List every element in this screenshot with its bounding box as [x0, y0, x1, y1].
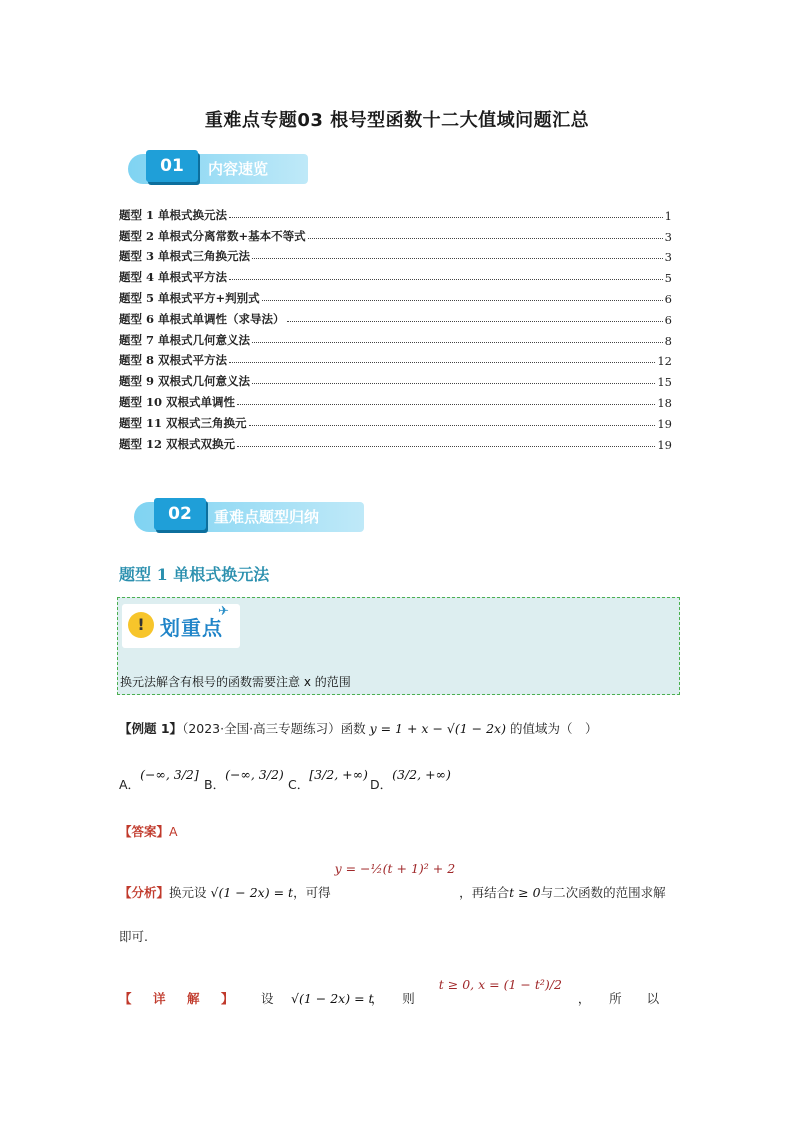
section-label: 内容速览 [208, 160, 269, 178]
toc-item[interactable] [119, 327, 672, 348]
option-a: A．(−∞, 3/2] [119, 767, 199, 792]
toc-leader-dots [229, 362, 655, 363]
section-banner-contents [128, 150, 310, 188]
toc-item[interactable] [119, 285, 672, 306]
toc-leader-dots [237, 446, 655, 447]
toc-item-title: 题型 7 单根式几何意义法 [119, 332, 251, 347]
toc-item[interactable] [119, 306, 672, 327]
toc-item-page: 6 [664, 291, 672, 306]
toc-item-title: 题型 8 双根式平方法 [119, 353, 228, 368]
answer-line [119, 822, 178, 840]
toc-item-title: 题型 1 单根式换元法 [119, 207, 228, 222]
answer-label: 【答案】 [119, 824, 170, 839]
example-suffix: 的值域为（ ） [509, 721, 598, 736]
toc-item-page: 5 [664, 271, 672, 286]
toc-item[interactable] [119, 348, 672, 369]
section-number: 01 [146, 150, 198, 182]
section-number: 02 [154, 498, 206, 530]
toc-item-page: 1 [664, 208, 672, 223]
answer-value: A [169, 824, 178, 839]
toc-item-title: 题型 3 单根式三角换元法 [119, 249, 251, 264]
toc-item-title: 题型 12 双根式双换元 [119, 436, 236, 451]
toc-item-page: 8 [664, 333, 672, 348]
toc-item-title: 题型 6 单根式单调性（求导法） [119, 311, 285, 326]
toc-leader-dots [252, 258, 663, 259]
example-label: 【例题 1】 [119, 721, 183, 736]
toc-item[interactable] [119, 410, 672, 431]
page-title: 重难点专题03 根号型函数十二大值域问题汇总 [204, 110, 590, 131]
table-of-contents [119, 202, 672, 452]
toc-item-page: 19 [657, 437, 672, 452]
option-c: C．[3/2, +∞) [288, 767, 368, 792]
toc-item-page: 19 [657, 416, 672, 431]
toc-item-page: 3 [664, 229, 672, 244]
toc-item-page: 15 [657, 375, 672, 390]
toc-leader-dots [252, 383, 655, 384]
option-d: D．(3/2, +∞) [370, 767, 451, 792]
toc-item-page: 18 [657, 395, 672, 410]
keypoint-text: 换元法解含有根号的函数需要注意 x 的范围 [120, 675, 351, 689]
toc-item-title: 题型 2 单根式分离常数+基本不等式 [119, 228, 306, 243]
toc-item[interactable] [119, 244, 672, 265]
toc-item-title: 题型 5 单根式平方+判别式 [119, 290, 260, 305]
toc-leader-dots [262, 300, 663, 301]
type-heading: 题型 1 单根式换元法 [119, 565, 270, 584]
toc-leader-dots [237, 404, 655, 405]
toc-item-title: 题型 10 双根式单调性 [119, 394, 236, 409]
toc-item-title: 题型 11 双根式三角换元 [119, 415, 247, 430]
toc-item[interactable] [119, 431, 672, 452]
section-banner-types [134, 498, 366, 536]
toc-item-page: 6 [664, 312, 672, 327]
paper-plane-icon: ✈ [218, 604, 229, 619]
toc-item-title: 题型 9 双根式几何意义法 [119, 374, 251, 389]
keypoint-badge-text: 划重点 [160, 616, 223, 640]
analysis-line-2: 即可. [119, 929, 148, 944]
detail-line: 【 详 解 】 设 √(1 − 2x) = t ， 则 t ≥ 0, x = (1 − t²)/2 ， 所 以 [119, 976, 660, 1006]
example-formula: y = 1 + x − √(1 − 2x) [369, 721, 506, 736]
toc-leader-dots [249, 425, 656, 426]
toc-item[interactable] [119, 202, 672, 223]
example-source: （2023·全国·高三专题练习）函数 [182, 721, 366, 736]
toc-leader-dots [287, 321, 663, 322]
toc-item[interactable] [119, 368, 672, 389]
option-b: B．(−∞, 3/2) [204, 767, 284, 792]
toc-leader-dots [229, 217, 663, 218]
toc-leader-dots [252, 342, 663, 343]
toc-item-page: 12 [657, 354, 672, 369]
toc-item[interactable] [119, 223, 672, 244]
section-label: 重难点题型归纳 [214, 508, 320, 526]
keypoint-box [117, 597, 680, 695]
example-question [119, 719, 597, 737]
toc-item-title: 题型 4 单根式平方法 [119, 270, 228, 285]
toc-leader-dots [308, 238, 663, 239]
toc-item[interactable] [119, 389, 672, 410]
keypoint-badge [122, 604, 240, 648]
toc-item-page: 3 [664, 250, 672, 265]
lightbulb-icon: ! [128, 612, 154, 638]
toc-item[interactable] [119, 264, 672, 285]
toc-leader-dots [229, 279, 663, 280]
analysis-label: 【分析】 [119, 885, 170, 900]
analysis-line: 【分析】换元设 √(1 − 2x) = t，可得 y = −½(t + 1)² + 2 ，再结合t ≥ 0与二次函数的范围求解 [119, 861, 666, 900]
